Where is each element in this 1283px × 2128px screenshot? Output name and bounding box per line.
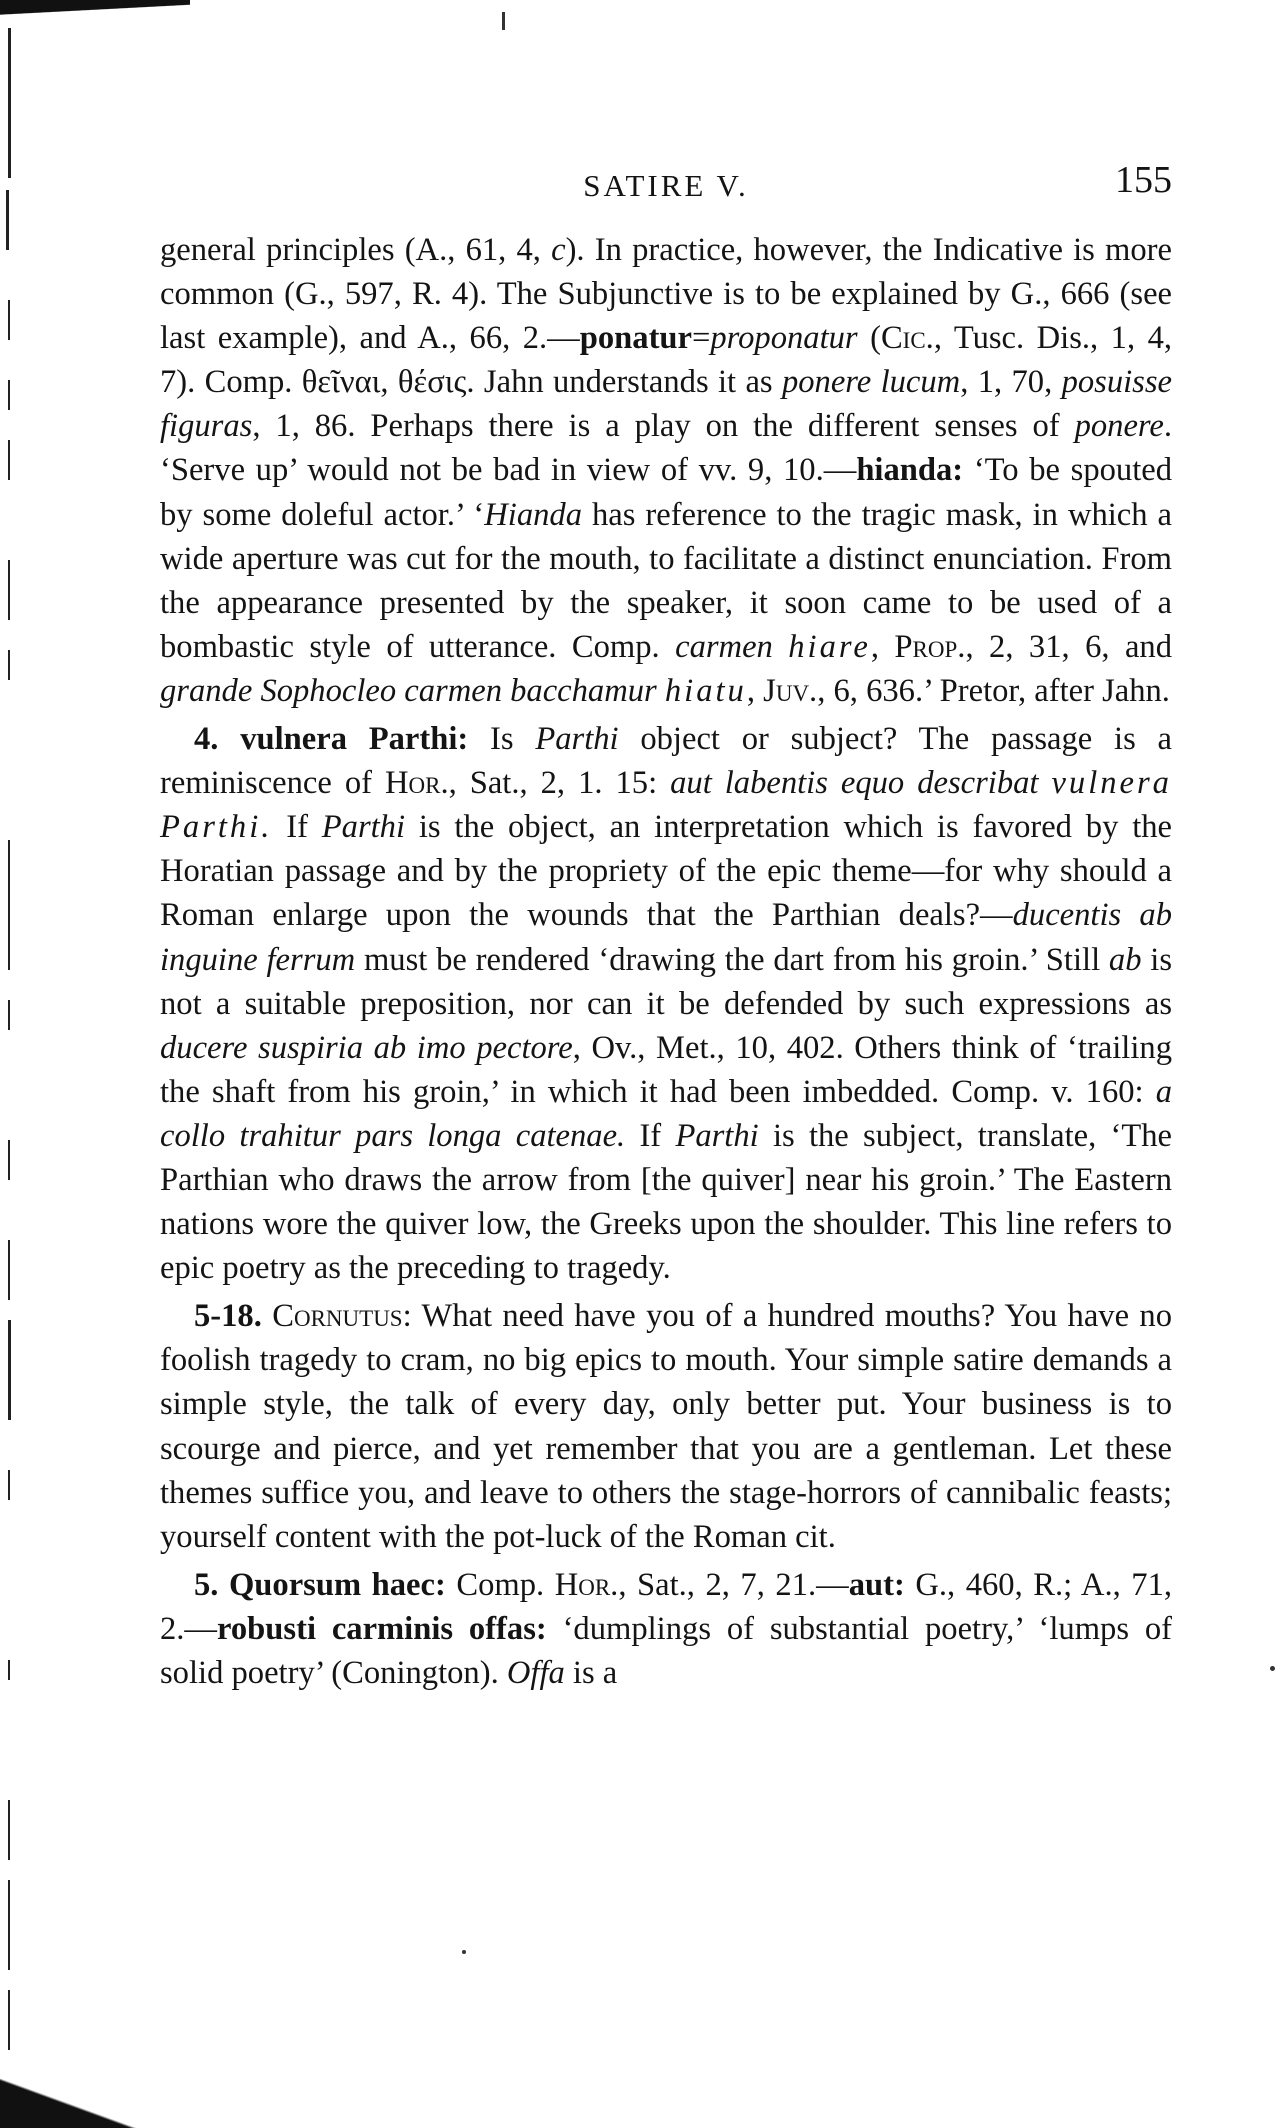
styled-run: Prop.: [894, 628, 966, 665]
text-run: must be rendered ‘drawing the dart from his groin.’ Still: [355, 941, 1109, 978]
text-run: If: [272, 809, 322, 846]
text-run: [657, 673, 665, 709]
text-run: , Tusc. Dis., 1, 4, 7). Comp. θεῖναι, θέσις. Jahn understands it as: [160, 320, 1172, 401]
text-run: ,: [870, 628, 895, 665]
text-run: , 1, 70,: [960, 364, 1062, 401]
paragraph: [160, 1563, 1172, 1695]
styled-run: ab: [1108, 941, 1142, 978]
lemma: ponatur: [579, 320, 692, 357]
styled-run: Cic.: [880, 320, 934, 357]
running-head: [160, 150, 1172, 210]
styled-run: aut labentis equo describat: [670, 765, 1039, 802]
page-number: 155: [1115, 159, 1172, 201]
text-run: (: [857, 320, 881, 357]
styled-run: Hor.: [384, 765, 449, 802]
text-run: Is: [468, 721, 536, 758]
text-run: has reference to the tragic mask, in which a wide aperture was cut for the mouth, to facilitate a distinct enunciation. From the appearance presented by the speaker, it soon came to be used of a bombastic style of utterance. Comp.: [160, 496, 1172, 665]
styled-run: grande Sophocleo carmen bacchamur: [160, 672, 657, 709]
styled-run: vulnera Parthi.: [160, 765, 1172, 846]
paragraph: [160, 717, 1172, 1290]
styled-run: Parthi: [675, 1117, 759, 1154]
text-run: object or subject? The passage is a reminiscence of: [160, 721, 1172, 802]
text-run: ,: [746, 672, 764, 709]
scan-speck: [462, 1950, 466, 1954]
running-title: SATIRE V.: [583, 168, 749, 203]
lemma: aut:: [848, 1566, 905, 1603]
styled-run: ducentis ab inguine ferrum: [160, 897, 1173, 978]
text-run: Comp.: [445, 1566, 555, 1603]
text-run: is not a suitable preposition, nor can it be defended by such expressions as: [160, 941, 1172, 1022]
text-run: =: [692, 320, 711, 357]
styled-run: Parthi: [321, 809, 406, 846]
lemma: 5. Quorsum haec:: [194, 1566, 446, 1603]
lemma: hianda:: [856, 452, 964, 489]
styled-run: carmen: [675, 628, 773, 665]
styled-run: a collo trahitur pars longa catenae.: [160, 1073, 1172, 1154]
styled-run: c: [551, 232, 566, 268]
scan-left-margin: [0, 0, 18, 2128]
text-run: is a: [564, 1655, 618, 1691]
styled-run: Parthi: [535, 721, 619, 758]
styled-run: posuisse figuras: [160, 364, 1172, 445]
text-run: G., 460, R.; A., 71, 2.—: [160, 1566, 1173, 1647]
text-run: , 2, 31, 6, and: [965, 628, 1172, 665]
styled-run: ducere suspiria ab imo pectore: [160, 1029, 573, 1066]
paragraph: [160, 228, 1172, 713]
commentary-text: [160, 228, 1172, 1695]
text-run: [1038, 765, 1051, 801]
styled-run: hiare: [788, 628, 871, 665]
lemma: 5-18.: [194, 1298, 262, 1335]
styled-run: ponere: [1074, 408, 1164, 445]
text-run: is the subject, translate, ‘The Parthian who draws the arrow from [the quiver] near his groin.’ The Eastern nations wore the quiver low, the Greeks upon the shoulder. This line refers to epic poetry as the preceding to tragedy.: [160, 1117, 1172, 1287]
text-run: , Ov., Met., 10, 402. Others think of ‘trailing the shaft from his groin,’ in which it had been imbedded. Comp. v. 160:: [160, 1029, 1172, 1110]
book-page: [160, 150, 1172, 1695]
text-run: , Sat., 2, 7, 21.—: [618, 1566, 849, 1603]
text-run: [262, 1298, 272, 1334]
text-run: , Sat., 2, 1. 15:: [448, 765, 671, 802]
text-run: ‘To be spouted by some doleful actor.’ ‘: [160, 452, 1172, 533]
text-run: ‘dumplings of substantial poetry,’ ‘lumps of solid poetry’ (Conington).: [160, 1610, 1173, 1691]
text-run: [773, 629, 788, 665]
scan-speck: [1270, 1666, 1275, 1671]
styled-run: proponatur: [710, 320, 858, 357]
lemma: robusti carminis offas:: [217, 1610, 547, 1647]
styled-run: Cornutus: [272, 1298, 403, 1335]
text-run: If: [625, 1117, 676, 1154]
text-run: ). In practice, however, the Indicative is more common (G., 597, R. 4). The Subjunctive is to be explained by G., 666 (see last example), and A., 66, 2.—: [160, 232, 1172, 357]
text-run: , 6, 636.’ Pretor, after Jahn.: [817, 672, 1170, 709]
styled-run: ponere lucum: [781, 364, 961, 401]
styled-run: Offa: [506, 1655, 565, 1691]
text-run: . ‘Serve up’ would not be bad in view of vv. 9, 10.—: [160, 408, 1172, 489]
text-run: , 1, 86. Perhaps there is a play on the different senses of: [252, 408, 1075, 445]
styled-run: hiatu: [664, 672, 747, 709]
scan-edge-shadow: [0, 0, 190, 22]
styled-run: Juv.: [763, 672, 818, 709]
text-run: is the object, an interpretation which is favored by the Horatian passage and by the propriety of the epic theme—for why should a Roman enlarge upon the wounds that the Parthian deals?—: [160, 809, 1172, 934]
scan-edge-shadow-bottom: [0, 2058, 150, 2128]
text-run: general principles (A., 61, 4,: [160, 232, 552, 268]
styled-run: Hianda: [484, 496, 583, 533]
paragraph: [160, 1294, 1172, 1559]
text-run: : What need have you of a hundred mouths? You have no foolish tragedy to cram, no big epics to mouth. Your simple satire demands a simple style, the talk of every day, only better put. Your business is to scourge and pierce, and yet remember that you are a gentleman. Let these themes suffice you, and leave to others the stage-horrors of cannibalic feasts; yourself content with the pot-luck of the Roman cit.: [160, 1298, 1172, 1555]
lemma: 4. vulnera Parthi:: [194, 721, 469, 758]
scan-mark: [502, 12, 505, 30]
styled-run: Hor.: [554, 1566, 619, 1603]
